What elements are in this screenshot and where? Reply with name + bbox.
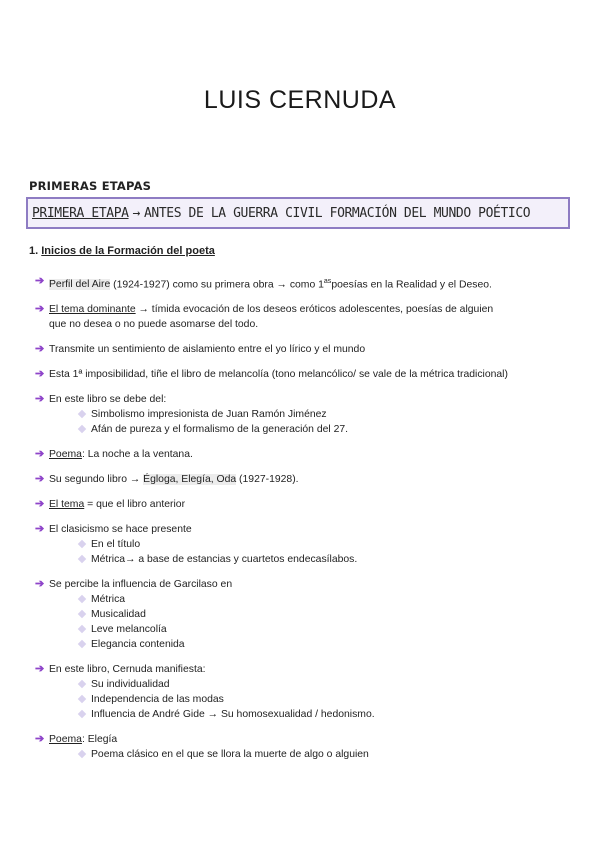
list-item: ➔ Poema: La noche a la ventana. bbox=[35, 448, 193, 461]
list-item: ➔ El tema dominante → tímida evocación de los deseos eróticos adolescentes, poesías de alguien que no desea o no puede asomarse del todo. bbox=[35, 303, 494, 331]
arrow-right-icon: ➔ bbox=[35, 498, 45, 511]
arrow-right-icon: ➔ bbox=[35, 578, 45, 591]
diamond-icon bbox=[78, 750, 86, 758]
arrow-right-icon: ➔ bbox=[35, 275, 45, 287]
list-item: ➔ En este libro se debe del: Simbolismo impresionista de Juan Ramón Jiménez Afán de pureza y el formalismo de la generación del 27. bbox=[35, 392, 575, 437]
sub-item: Métrica bbox=[35, 592, 575, 607]
sub-item: Afán de pureza y el formalismo de la generación del 27. bbox=[35, 422, 575, 437]
arrow-right-icon: ➔ bbox=[35, 343, 45, 356]
diamond-icon bbox=[78, 610, 86, 618]
sub-item: En el título bbox=[35, 537, 575, 552]
notes-list bbox=[35, 274, 575, 772]
arrow-right-icon: ➔ bbox=[35, 733, 45, 746]
diamond-icon bbox=[78, 410, 86, 418]
arrow-right-icon: ➔ bbox=[35, 368, 45, 381]
list-item: ➔ En este libro, Cernuda manifiesta: Su individualidad Independencia de las modas Influencia de André Gide → Su homosexualidad / hedonismo. bbox=[35, 662, 575, 722]
sub-item: Independencia de las modas bbox=[35, 692, 575, 707]
diamond-icon bbox=[78, 425, 86, 433]
diamond-icon bbox=[78, 640, 86, 648]
list-item: ➔ Poema: Elegía Poema clásico en el que se llora la muerte de algo o alguien bbox=[35, 732, 575, 762]
diamond-icon bbox=[78, 695, 86, 703]
list-item: ➔ Perfil del Aire (1924-1927) como su primera obra → como $1^{as}poesías$ en la Realidad y el Deseo. bbox=[35, 275, 492, 291]
page-title: LUIS CERNUDA bbox=[203, 86, 397, 114]
arrow-right-icon: ➔ bbox=[35, 523, 45, 536]
section-heading-text: Inicios de la Formación del poeta bbox=[41, 245, 215, 257]
sub-item: Elegancia contenida bbox=[35, 637, 575, 652]
list-item: ➔ Se percibe la influencia de Garcilaso en Métrica Musicalidad Leve melancolía Elegancia contenida bbox=[35, 577, 575, 652]
sub-item: Leve melancolía bbox=[35, 622, 575, 637]
arrow-right-icon: ➔ bbox=[35, 303, 45, 316]
section-label: PRIMERAS ETAPAS bbox=[29, 179, 152, 193]
arrow-right-icon: ➔ bbox=[35, 448, 45, 461]
diamond-icon bbox=[78, 595, 86, 603]
sub-item: Simbolismo impresionista de Juan Ramón Jiménez bbox=[35, 407, 575, 422]
stage-label: PRIMERA ETAPA bbox=[32, 205, 129, 221]
sub-item: Métrica→ a base de estancias y cuartetos endecasílabos. bbox=[35, 552, 575, 567]
diamond-icon bbox=[78, 680, 86, 688]
diamond-icon bbox=[78, 710, 86, 718]
arrow-right-icon: ➔ bbox=[35, 663, 45, 676]
diamond-icon bbox=[78, 555, 86, 563]
diamond-icon bbox=[78, 625, 86, 633]
list-item: ➔ El tema = que el libro anterior bbox=[35, 498, 186, 511]
stage-arrow: → bbox=[132, 205, 140, 221]
sub-item: Poema clásico en el que se llora la muerte de algo o alguien bbox=[35, 747, 575, 762]
stage-description: ANTES DE LA GUERRA CIVIL FORMACIÓN DEL MUNDO POÉTICO bbox=[143, 205, 531, 221]
arrow-right-icon: ➔ bbox=[35, 393, 45, 406]
list-item: ➔ El clasicismo se hace presente En el título Métrica→ a base de estancias y cuartetos endecasílabos. bbox=[35, 522, 575, 567]
sub-item: Su individualidad bbox=[35, 677, 575, 692]
arrow-right-icon: ➔ bbox=[35, 473, 45, 486]
sub-item: Influencia de André Gide → Su homosexualidad / hedonismo. bbox=[35, 707, 575, 722]
sub-item: Musicalidad bbox=[35, 607, 575, 622]
list-item: ➔ Transmite un sentimiento de aislamiento entre el yo lírico y el mundo bbox=[35, 343, 366, 356]
list-item: ➔ Esta 1ª imposibilidad, tiñe el libro de melancolía (tono melancólico/ se vale de la métrica tradicional) bbox=[35, 368, 508, 381]
list-item: ➔ Su segundo libro → Égloga, Elegía, Oda (1927-1928). bbox=[35, 473, 299, 486]
stage-box bbox=[26, 197, 570, 229]
diamond-icon bbox=[78, 540, 86, 548]
section-heading: 1. Inicios de la Formación del poeta bbox=[29, 245, 215, 257]
